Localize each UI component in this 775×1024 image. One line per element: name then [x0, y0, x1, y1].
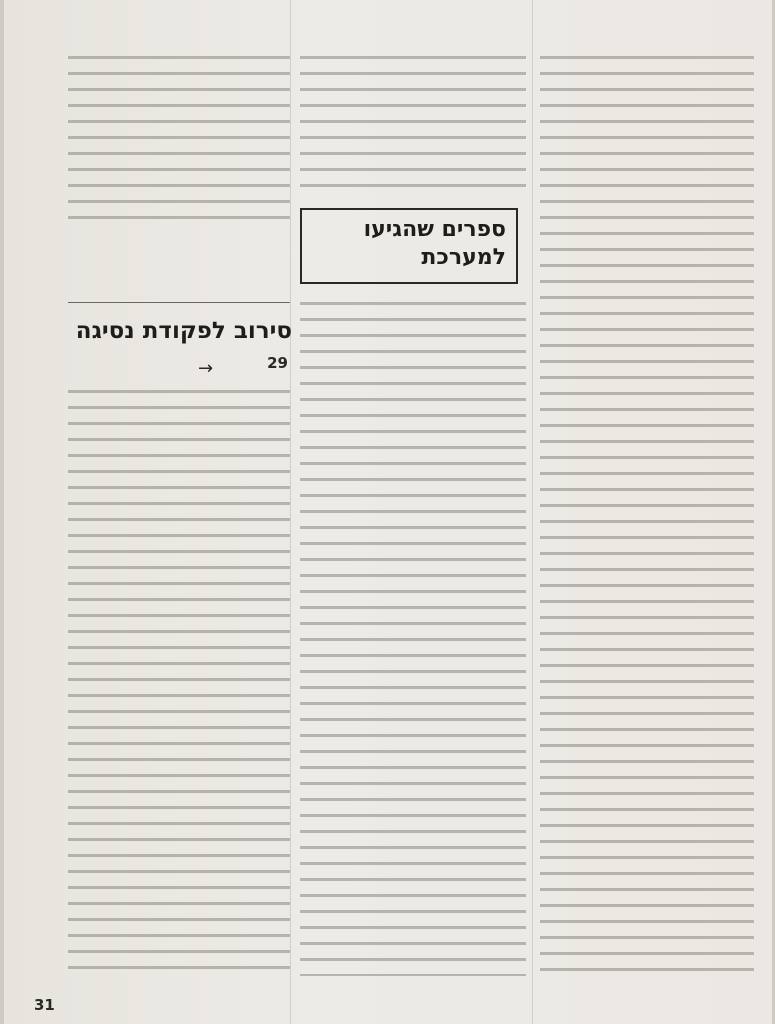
- book-list-lines: [300, 302, 526, 976]
- document-page: [4, 0, 772, 1024]
- column-gutter: [290, 0, 291, 1024]
- text-column-middle: [300, 56, 526, 976]
- text-column-left: [68, 56, 290, 976]
- box-heading-line-2: למערכת: [421, 245, 506, 270]
- continued-from-reference: [194, 354, 290, 379]
- body-text-lines: [540, 56, 754, 976]
- column-gutter: [532, 0, 533, 1024]
- body-text-lines: [300, 56, 526, 194]
- article-text-lines: [68, 390, 290, 976]
- body-text-lines: [68, 56, 290, 232]
- box-heading-line-1: ספרים שהגיעו: [363, 217, 506, 242]
- text-column-right: [540, 56, 754, 976]
- section-rule: [68, 302, 290, 303]
- arrow-icon: →: [198, 358, 214, 379]
- article-heading: סירוב לפקודת נסיגה: [75, 318, 292, 344]
- books-received-box: [300, 208, 518, 284]
- reference-page-number: 29: [267, 354, 288, 372]
- page-number: 31: [34, 996, 55, 1014]
